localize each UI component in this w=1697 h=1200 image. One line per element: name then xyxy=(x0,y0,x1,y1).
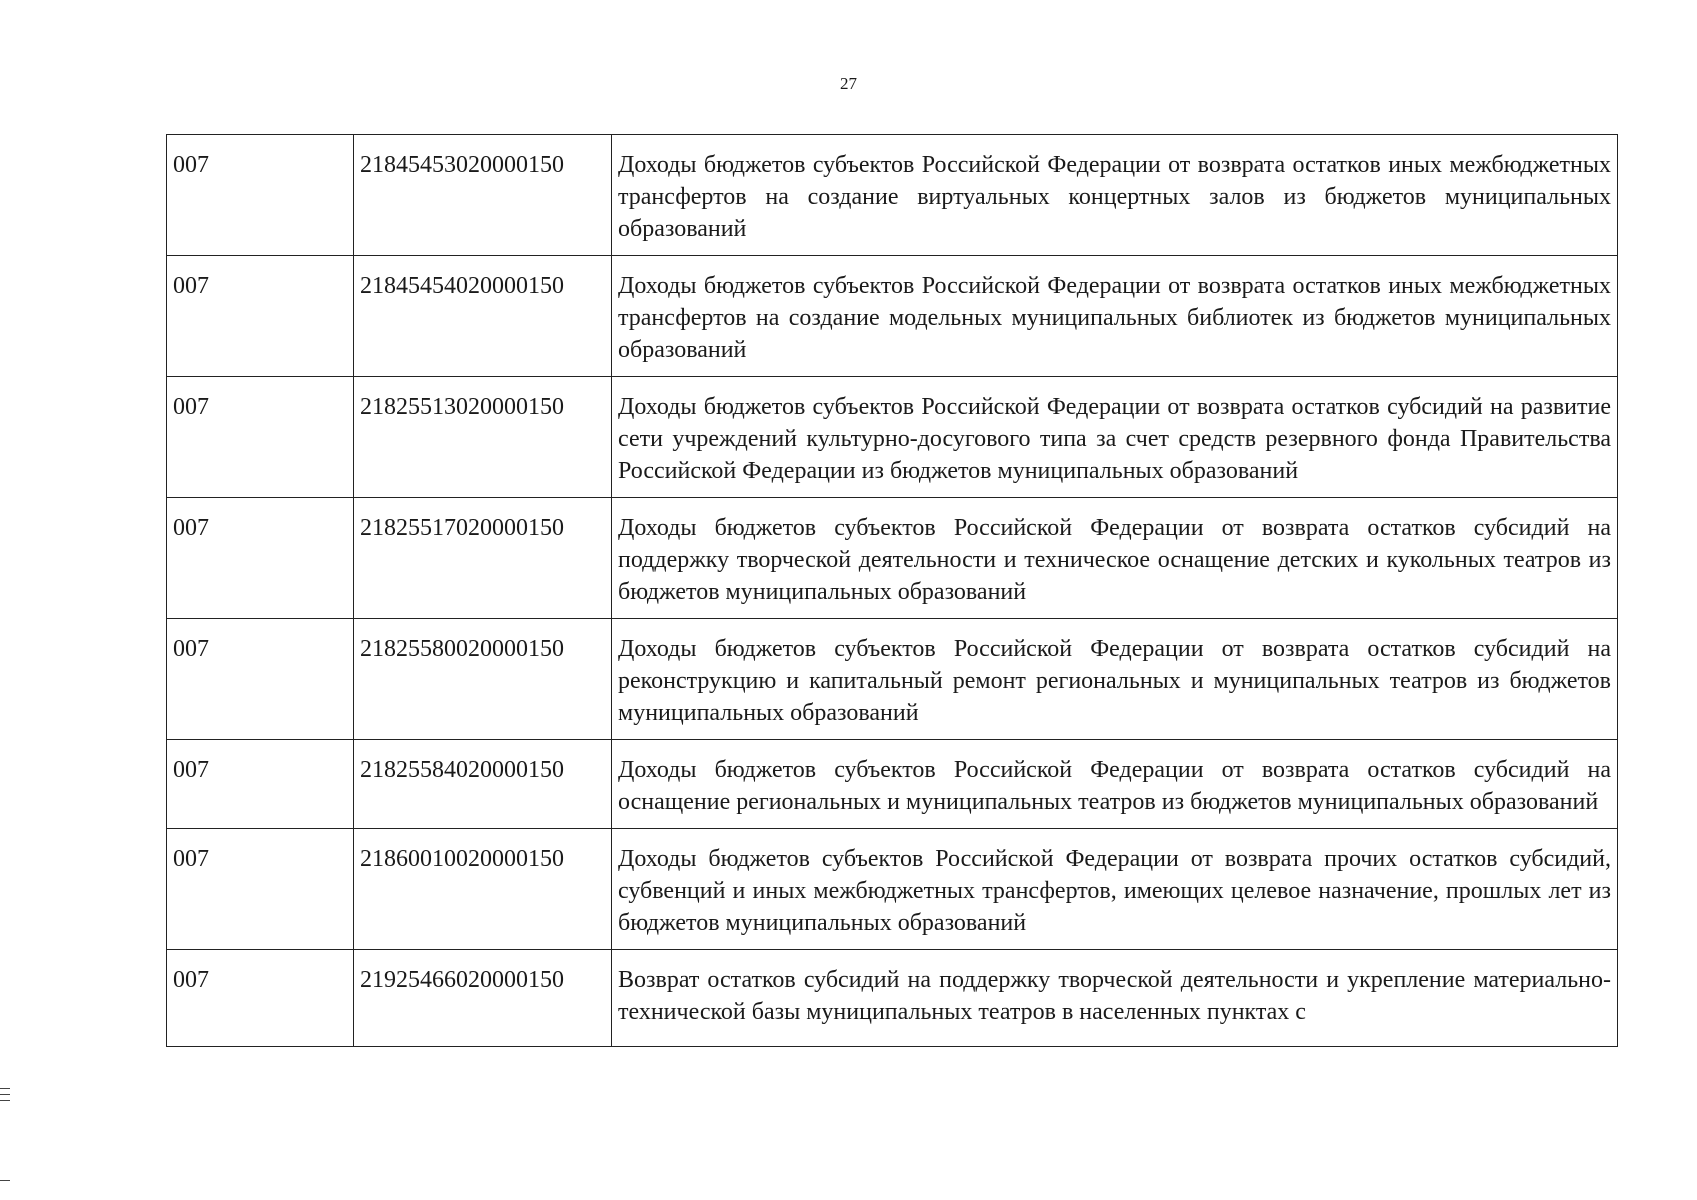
description-cell: Доходы бюджетов субъектов Российской Федерации от возврата остатков субсидий на оснащение региональных и муниципальных театров из бюджетов муниципальных образований xyxy=(612,740,1618,829)
admin-code-cell: 007 xyxy=(167,498,354,619)
scan-margin-mark xyxy=(0,1088,10,1089)
description-cell: Доходы бюджетов субъектов Российской Федерации от возврата остатков субсидий на реконструкцию и капитальный ремонт региональных и муниципальных театров из бюджетов муниципальных образований xyxy=(612,619,1618,740)
scan-margin-mark xyxy=(0,1100,10,1101)
admin-code-cell: 007 xyxy=(167,950,354,1047)
description-cell: Доходы бюджетов субъектов Российской Федерации от возврата прочих остатков субсидий, субвенций и иных межбюджетных трансфертов, имеющих целевое назначение, прошлых лет из бюджетов муниципальных образований xyxy=(612,829,1618,950)
table-row xyxy=(167,829,1618,950)
table-row xyxy=(167,498,1618,619)
budget-code-cell: 21860010020000150 xyxy=(354,829,612,950)
table-row xyxy=(167,740,1618,829)
page-number: 27 xyxy=(840,74,857,93)
admin-code-cell: 007 xyxy=(167,256,354,377)
budget-code-cell: 21825517020000150 xyxy=(354,498,612,619)
description-cell: Доходы бюджетов субъектов Российской Федерации от возврата остатков иных межбюджетных трансфертов на создание модельных муниципальных библиотек из бюджетов муниципальных образований xyxy=(612,256,1618,377)
description-cell xyxy=(612,950,1618,1047)
description-cell: Доходы бюджетов субъектов Российской Федерации от возврата остатков субсидий на развитие сети учреждений культурно-досугового типа за счет средств резервного фонда Правительства Российской Федерации из бюджетов муниципальных образований xyxy=(612,377,1618,498)
table-row xyxy=(167,256,1618,377)
table-row xyxy=(167,950,1618,1047)
description-cell: Доходы бюджетов субъектов Российской Федерации от возврата остатков субсидий на поддержку творческой деятельности и техническое оснащение детских и кукольных театров из бюджетов муниципальных образований xyxy=(612,498,1618,619)
budget-code-cell: 21845453020000150 xyxy=(354,135,612,256)
budget-codes-table xyxy=(166,134,1618,1047)
description-cell: Доходы бюджетов субъектов Российской Федерации от возврата остатков иных межбюджетных трансфертов на создание виртуальных концертных залов из бюджетов муниципальных образований xyxy=(612,135,1618,256)
budget-code-cell: 21825513020000150 xyxy=(354,377,612,498)
admin-code-cell: 007 xyxy=(167,377,354,498)
budget-code-cell: 21925466020000150 xyxy=(354,950,612,1047)
budget-code-cell: 21825580020000150 xyxy=(354,619,612,740)
scan-margin-mark xyxy=(0,1094,10,1095)
description-text: Возврат остатков субсидий на поддержку творческой деятельности и укрепление материально-технической базы муниципальных театров в населенных пунктах с xyxy=(618,967,1611,1025)
admin-code-cell: 007 xyxy=(167,619,354,740)
table-row xyxy=(167,377,1618,498)
admin-code-cell: 007 xyxy=(167,829,354,950)
budget-code-cell: 21825584020000150 xyxy=(354,740,612,829)
scan-margin-mark xyxy=(0,1180,10,1181)
table-row xyxy=(167,135,1618,256)
admin-code-cell: 007 xyxy=(167,740,354,829)
budget-code-cell: 21845454020000150 xyxy=(354,256,612,377)
table-row xyxy=(167,619,1618,740)
admin-code-cell: 007 xyxy=(167,135,354,256)
